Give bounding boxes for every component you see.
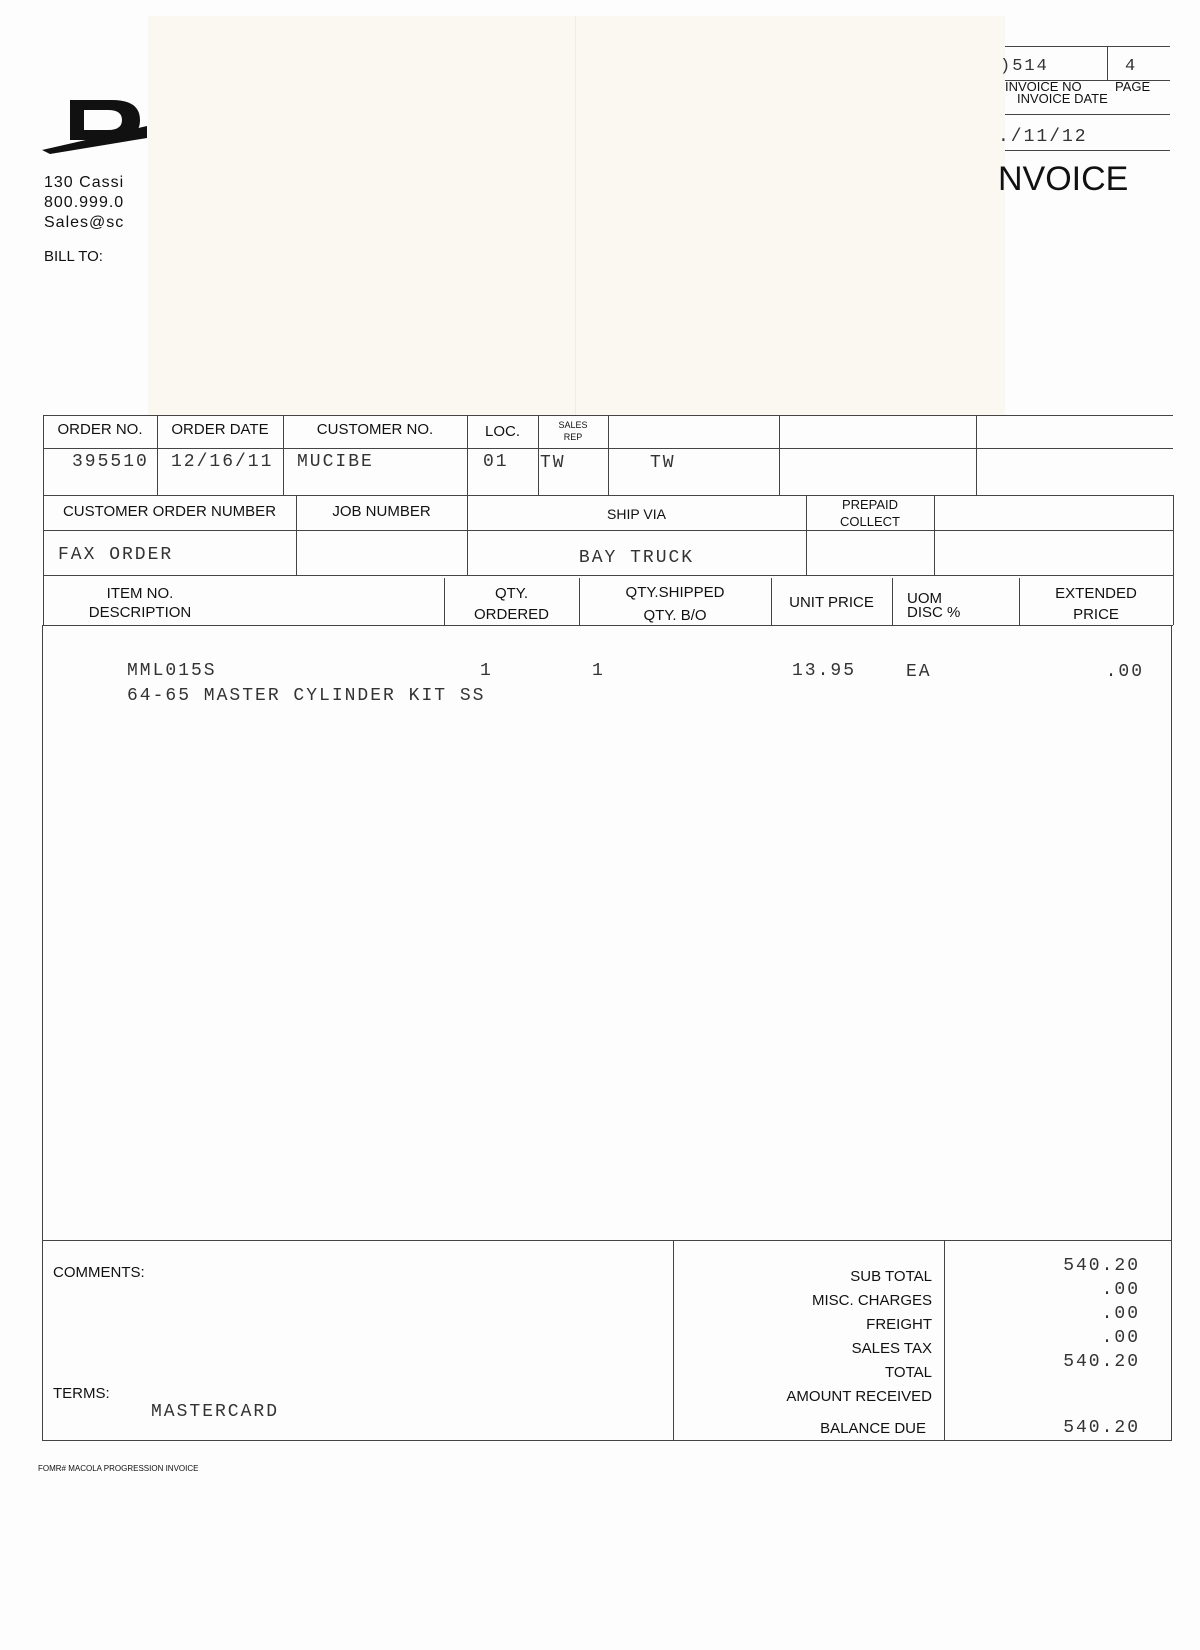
misc-charges-label: MISC. CHARGES xyxy=(811,1292,932,1309)
loc-value: 01 xyxy=(483,452,509,472)
balance-due-value: 540.20 xyxy=(1063,1418,1140,1438)
sales-rep-label: SALES xyxy=(558,420,588,430)
sales-tax-value: .00 xyxy=(1101,1328,1140,1348)
qty-ordered-cell: 1 xyxy=(480,661,493,681)
uom-cell: EA xyxy=(906,662,932,682)
loc-label: LOC. xyxy=(484,423,520,440)
order-date-label: ORDER DATE xyxy=(171,421,269,438)
collect-label: COLLECT xyxy=(840,514,900,529)
customer-no-value: MUCIBE xyxy=(297,452,374,472)
qty-header: QTY. xyxy=(494,585,529,602)
invoice-no-label: INVOICE NO xyxy=(1005,79,1082,94)
invoice-number: )514 xyxy=(1000,57,1049,76)
item-no-header: ITEM NO. xyxy=(106,585,174,602)
company-phone: 800.999.0 xyxy=(44,194,125,211)
balance-due-label: BALANCE DUE xyxy=(820,1420,926,1437)
customer-order-number-value: FAX ORDER xyxy=(58,545,174,565)
terms-label: TERMS: xyxy=(53,1385,110,1402)
order-no-value: 395510 xyxy=(72,452,149,472)
item-no-cell: MML015S xyxy=(127,661,217,681)
page-label: PAGE xyxy=(1115,79,1151,94)
redaction-seam xyxy=(575,16,576,416)
freight-value: .00 xyxy=(1101,1304,1140,1324)
rep-extra-value: TW xyxy=(650,453,676,473)
extended-header: EXTENDED xyxy=(1055,585,1137,602)
ship-via-value: BAY TRUCK xyxy=(578,548,695,568)
form-note: FOMR# MACOLA PROGRESSION INVOICE xyxy=(38,1464,199,1473)
job-number-label: JOB NUMBER xyxy=(332,503,431,520)
sales-rep-label-2: REP xyxy=(563,432,583,442)
sub-total-label: SUB TOTAL xyxy=(850,1268,932,1285)
unit-price-cell: 13.95 xyxy=(792,661,857,681)
invoice-date: ./11/12 xyxy=(998,127,1088,147)
uom-header: UOM xyxy=(907,590,942,607)
document-title: NVOICE xyxy=(998,160,1129,198)
sub-total-value: 540.20 xyxy=(1063,1256,1140,1276)
customer-order-number-label: CUSTOMER ORDER NUMBER xyxy=(62,503,277,520)
order-date-value: 12/16/11 xyxy=(171,452,274,472)
comments-label: COMMENTS: xyxy=(53,1264,145,1281)
company-address: 130 Cassi xyxy=(44,174,125,191)
description-header: DESCRIPTION xyxy=(88,604,192,621)
qty-bo-header: QTY. B/O xyxy=(643,607,707,624)
terms-value: MASTERCARD xyxy=(151,1402,280,1422)
sales-tax-label: SALES TAX xyxy=(851,1340,932,1357)
amount-received-label: AMOUNT RECEIVED xyxy=(786,1388,932,1405)
prepaid-label: PREPAID xyxy=(841,497,899,512)
ship-via-label: SHIP VIA xyxy=(607,506,666,522)
misc-charges-value: .00 xyxy=(1101,1280,1140,1300)
qty-shipped-cell: 1 xyxy=(592,661,605,681)
qty-shipped-header: QTY.SHIPPED xyxy=(625,584,725,601)
ordered-header: ORDERED xyxy=(473,606,549,623)
total-value: 540.20 xyxy=(1063,1352,1140,1372)
extended-price-cell: .00 xyxy=(1105,662,1144,682)
freight-label: FREIGHT xyxy=(866,1316,932,1333)
company-logo xyxy=(42,96,152,154)
company-email: Sales@sc xyxy=(44,214,125,231)
unit-price-header: UNIT PRICE xyxy=(789,594,874,611)
price-header: PRICE xyxy=(1073,606,1119,623)
disc-header: DISC % xyxy=(907,604,961,621)
bill-to-label: BILL TO: xyxy=(44,248,103,265)
description-cell: 64-65 MASTER CYLINDER KIT SS xyxy=(127,686,486,706)
redaction-patch xyxy=(148,16,1005,416)
sales-rep-value: TW xyxy=(540,453,566,473)
invoice-date-label: INVOICE DATE xyxy=(1017,91,1108,106)
total-label: TOTAL xyxy=(885,1364,932,1381)
order-no-label: ORDER NO. xyxy=(57,421,143,438)
customer-no-label: CUSTOMER NO. xyxy=(316,421,434,438)
page-number: 4 xyxy=(1125,57,1138,76)
